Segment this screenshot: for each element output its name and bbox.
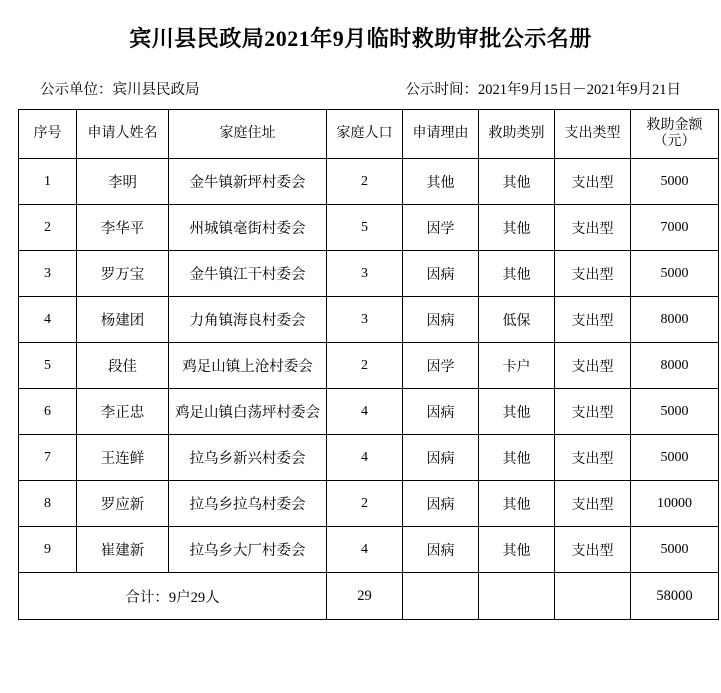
- cell-category: 其他: [479, 205, 555, 251]
- cell-population: 3: [327, 297, 403, 343]
- relief-roster-table: [18, 109, 719, 620]
- cell-population: 2: [327, 343, 403, 389]
- table-row: [19, 159, 719, 205]
- cell-expense-type: 支出型: [555, 251, 631, 297]
- cell-amount: 5000: [631, 251, 719, 297]
- publishing-period: 公示时间：2021年9月15日－2021年9月21日: [405, 82, 681, 99]
- cell-index: 2: [19, 205, 77, 251]
- cell-index: 8: [19, 481, 77, 527]
- table-row: [19, 205, 719, 251]
- total-amount: 58000: [631, 573, 719, 620]
- table-row: [19, 527, 719, 573]
- cell-reason: 因病: [403, 481, 479, 527]
- cell-category: 其他: [479, 251, 555, 297]
- cell-population: 2: [327, 481, 403, 527]
- cell-index: 1: [19, 159, 77, 205]
- page-title: 宾川县民政局2021年9月临时救助审批公示名册: [129, 26, 592, 51]
- total-label: 合计：9户29人: [19, 573, 327, 620]
- table-row: [19, 343, 719, 389]
- cell-reason: 因病: [403, 435, 479, 481]
- cell-name: 杨建团: [77, 297, 169, 343]
- column-header-amount: [631, 110, 719, 159]
- cell-reason: 因病: [403, 527, 479, 573]
- cell-population: 3: [327, 251, 403, 297]
- document-meta: [18, 78, 703, 99]
- cell-address: 拉乌乡大厂村委会: [169, 527, 327, 573]
- cell-category: 其他: [479, 435, 555, 481]
- amount-header-line1: 救助金额: [646, 118, 703, 134]
- cell-address: 金牛镇新坪村委会: [169, 159, 327, 205]
- cell-amount: 5000: [631, 527, 719, 573]
- cell-population: 4: [327, 527, 403, 573]
- table-row: [19, 297, 719, 343]
- cell-reason: 其他: [403, 159, 479, 205]
- cell-index: 9: [19, 527, 77, 573]
- cell-address: 力角镇海良村委会: [169, 297, 327, 343]
- cell-address: 拉乌乡拉乌村委会: [169, 481, 327, 527]
- cell-category: 其他: [479, 527, 555, 573]
- cell-expense-type: 支出型: [555, 527, 631, 573]
- cell-population: 4: [327, 389, 403, 435]
- cell-category: 其他: [479, 481, 555, 527]
- amount-header-line2: （元）: [653, 134, 696, 150]
- cell-expense-type: 支出型: [555, 159, 631, 205]
- column-header-category: 救助类别: [479, 110, 555, 159]
- total-expense-type-empty: [555, 573, 631, 620]
- cell-index: 7: [19, 435, 77, 481]
- cell-expense-type: 支出型: [555, 343, 631, 389]
- cell-name: 王连鲜: [77, 435, 169, 481]
- column-header-expense-type: 支出类型: [555, 110, 631, 159]
- cell-population: 4: [327, 435, 403, 481]
- cell-population: 5: [327, 205, 403, 251]
- cell-amount: 8000: [631, 297, 719, 343]
- cell-reason: 因病: [403, 251, 479, 297]
- cell-name: 段佳: [77, 343, 169, 389]
- cell-amount: 7000: [631, 205, 719, 251]
- column-header-address: 家庭住址: [169, 110, 327, 159]
- cell-expense-type: 支出型: [555, 297, 631, 343]
- cell-index: 3: [19, 251, 77, 297]
- cell-name: 崔建新: [77, 527, 169, 573]
- cell-address: 拉乌乡新兴村委会: [169, 435, 327, 481]
- cell-name: 李明: [77, 159, 169, 205]
- table-header-row: [19, 110, 719, 159]
- table-footer: [19, 573, 719, 620]
- cell-category: 其他: [479, 389, 555, 435]
- table-total-row: [19, 573, 719, 620]
- table-header: [19, 110, 719, 159]
- table-row: [19, 481, 719, 527]
- cell-expense-type: 支出型: [555, 435, 631, 481]
- cell-category: 其他: [479, 159, 555, 205]
- cell-expense-type: 支出型: [555, 481, 631, 527]
- cell-index: 6: [19, 389, 77, 435]
- cell-name: 罗万宝: [77, 251, 169, 297]
- cell-index: 5: [19, 343, 77, 389]
- cell-reason: 因学: [403, 205, 479, 251]
- cell-expense-type: 支出型: [555, 389, 631, 435]
- cell-reason: 因病: [403, 389, 479, 435]
- cell-reason: 因病: [403, 297, 479, 343]
- cell-index: 4: [19, 297, 77, 343]
- total-reason-empty: [403, 573, 479, 620]
- column-header-index: 序号: [19, 110, 77, 159]
- total-population: 29: [327, 573, 403, 620]
- cell-amount: 5000: [631, 435, 719, 481]
- document-page: [0, 26, 721, 693]
- cell-category: 低保: [479, 297, 555, 343]
- cell-name: 李正忠: [77, 389, 169, 435]
- cell-address: 州城镇毫街村委会: [169, 205, 327, 251]
- column-header-population: 家庭人口: [327, 110, 403, 159]
- cell-amount: 8000: [631, 343, 719, 389]
- cell-reason: 因学: [403, 343, 479, 389]
- cell-expense-type: 支出型: [555, 205, 631, 251]
- cell-name: 李华平: [77, 205, 169, 251]
- cell-category: 卡户: [479, 343, 555, 389]
- cell-amount: 10000: [631, 481, 719, 527]
- column-header-reason: 申请理由: [403, 110, 479, 159]
- table-row: [19, 435, 719, 481]
- cell-address: 鸡足山镇白荡坪村委会: [169, 389, 327, 435]
- cell-population: 2: [327, 159, 403, 205]
- table-body: [19, 159, 719, 573]
- column-header-name: 申请人姓名: [77, 110, 169, 159]
- table-row: [19, 251, 719, 297]
- total-category-empty: [479, 573, 555, 620]
- cell-address: 鸡足山镇上沧村委会: [169, 343, 327, 389]
- table-row: [19, 389, 719, 435]
- cell-name: 罗应新: [77, 481, 169, 527]
- cell-amount: 5000: [631, 389, 719, 435]
- cell-address: 金牛镇江干村委会: [169, 251, 327, 297]
- publishing-unit: 公示单位：宾川县民政局: [40, 82, 200, 99]
- cell-amount: 5000: [631, 159, 719, 205]
